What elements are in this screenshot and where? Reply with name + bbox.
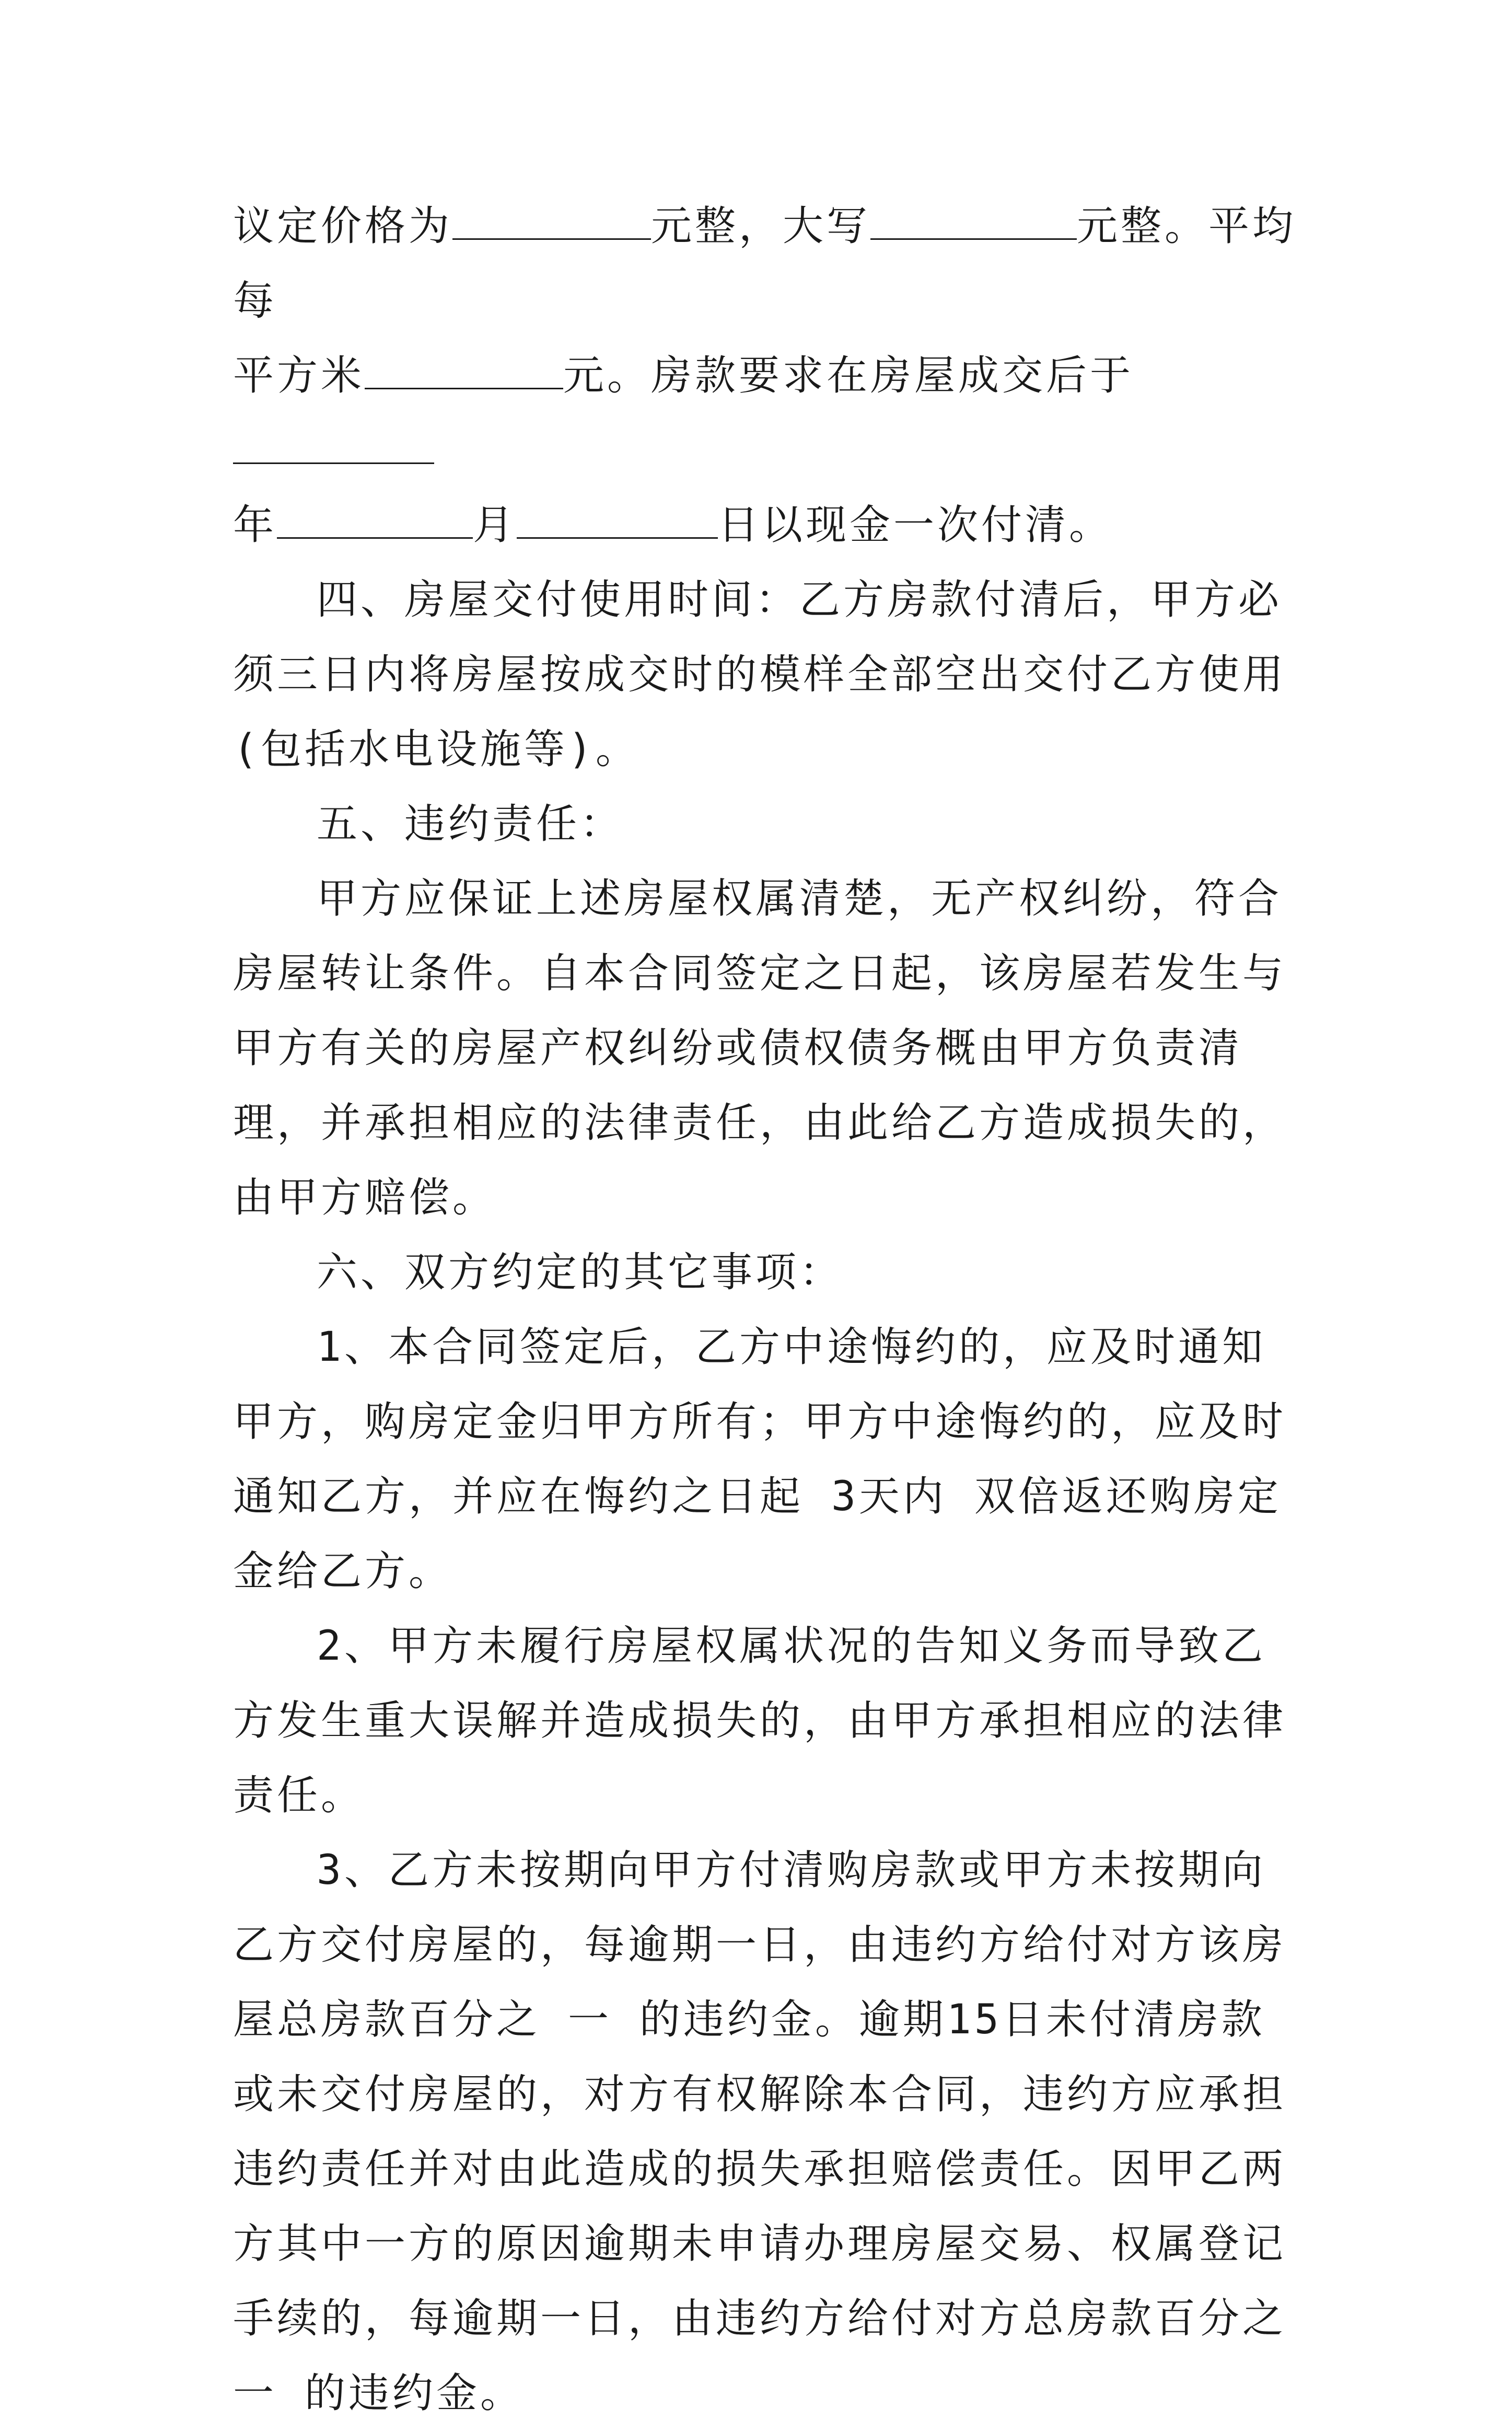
- text-day-cash: 日以现金一次付清。: [718, 502, 1113, 549]
- text-payment-after: 元。房款要求在房屋成交后于: [563, 352, 1134, 399]
- heading-breach-liability: 五、违约责任：: [317, 801, 624, 848]
- paragraph-item-3: 3、乙方未按期向甲方付清购房款或甲方未按期向乙方交付房屋的，每逾期一日，由违约方给付对方该房屋总房款百分之 一 的违约金。逾期15日未付清房款或未交付房屋的，对方有权解除本合同，违约方应承担违约责任并对由此造成的损失承担赔偿责任。因甲乙两方其中一方的原因逾期未申请办理房屋交易、权属登记手续的，每逾期一日，由违约方给付对方总房款百分之 一 的违约金。: [233, 1847, 1287, 2417]
- paragraph-item-1: 1、本合同签定后，乙方中途悔约的，应及时通知甲方，购房定金归甲方所有；甲方中途悔约的，应及时通知乙方，并应在悔约之日起 3天内 双倍返还购房定金给乙方。: [233, 1324, 1287, 1595]
- text-month: 月: [473, 502, 517, 549]
- paragraph-delivery-time: 四、房屋交付使用时间：乙方房款付清后，甲方必须三日内将房屋按成交时的模样全部空出交付乙方使用(包括水电设施等)。: [233, 576, 1287, 773]
- blank-price-amount: [452, 202, 651, 240]
- text-yuan-upper: 元整，大写: [651, 203, 871, 250]
- blank-price-uppercase: [870, 202, 1077, 240]
- text-square-meter: 平方米: [233, 352, 365, 399]
- blank-pay-month: [277, 501, 473, 539]
- text-agreed-price: 议定价格为: [233, 203, 453, 250]
- text-year: 年: [233, 502, 277, 549]
- document-body: [233, 189, 1299, 2431]
- text-average-per: 元整。平均每: [233, 203, 1297, 325]
- paragraph-seller-guarantee: 甲方应保证上述房屋权属清楚，无产权纠纷，符合房屋转让条件。自本合同签定之日起，该房屋若发生与甲方有关的房屋产权纠纷或债权债务概由甲方负责清理，并承担相应的法律责任，由此给乙方造成损失的，由甲方赔偿。: [233, 875, 1287, 1221]
- heading-other-matters: 六、双方约定的其它事项：: [317, 1249, 844, 1296]
- blank-pay-day: [517, 501, 718, 539]
- blank-price-per-sqm: [365, 351, 563, 389]
- blank-pay-year-prefix: [233, 426, 434, 464]
- paragraph-item-2: 2、甲方未履行房屋权属状况的告知义务而导致乙方发生重大误解并造成损失的，由甲方承担相应的法律责任。: [233, 1623, 1287, 1819]
- paragraph-price-terms: [233, 189, 1299, 563]
